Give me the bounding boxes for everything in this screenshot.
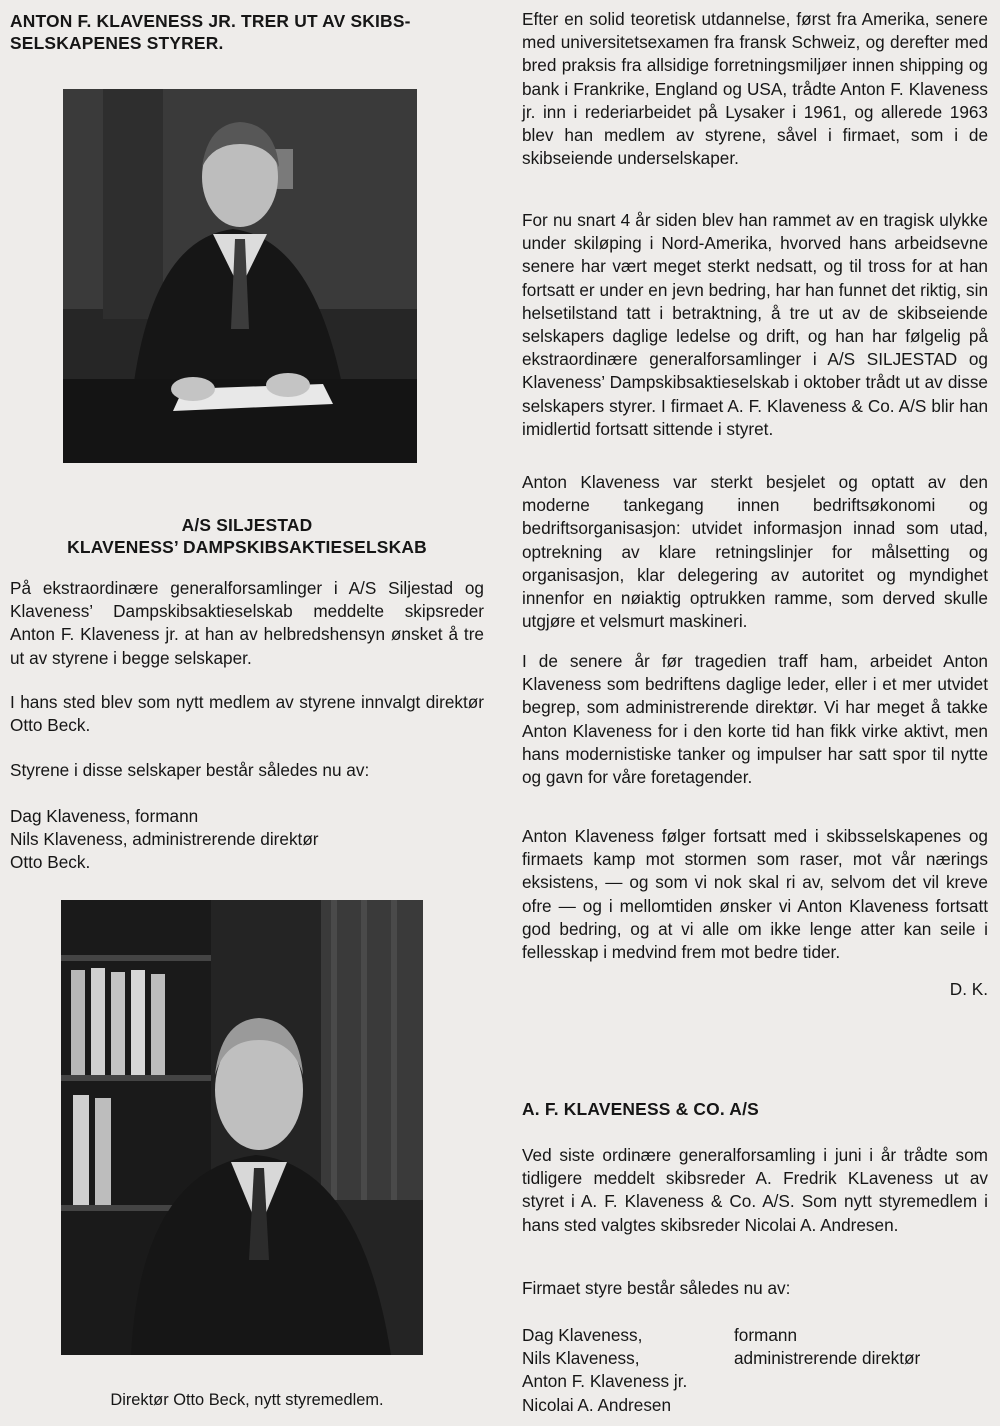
siljestad-intro-paragraph: På ekstraordinære generalforsamlinger i A/S Siljestad og Klaveness’ Dampskibsaktieselskab meddelte skipsreder Anton F. Klaveness jr. at han av helbredshensyn ønsket å tre ut av styrene i begge selskaper. xyxy=(10,578,484,668)
photo-otto-beck xyxy=(61,900,423,1355)
author-signature: D. K. xyxy=(949,979,988,999)
article-paragraph: For nu snart 4 år siden blev han rammet av en tragisk ulykke under skiløping i Nord-Amerika, hvorved hans arbeidsevne senere har vært meget sterkt nedsatt, og til tross for at han fortsatt er under en jevn bedring, har han funnet det riktig, sin helsetilstand tatt i betraktning, å tre ut av de skibseiende selskapers daglige ledelse og drift, og han har følgelig på ekstraordinære generalforsamlinger i A/S SILJESTAD og Klaveness’ Dampskibsaktieselskab i oktober trådt ut av disse selskapers styrer. I firmaet A. F. Klaveness & Co. A/S blir han imidlertid fortsatt sittende i styret. xyxy=(522,210,988,439)
af-board-role: formann xyxy=(734,1325,798,1345)
af-board-name: Nils Klaveness, xyxy=(522,1348,640,1369)
board-member: Otto Beck. xyxy=(10,852,91,873)
siljestad-heading-line-1: A/S SILJESTAD xyxy=(181,515,313,535)
siljestad-heading-line-2: KLAVENESS’ DAMPSKIBSAKTIESELSKAB xyxy=(67,537,427,557)
new-member-paragraph: I hans sted blev som nytt medlem av styrene innvalgt direktør Otto Beck. xyxy=(10,692,484,736)
main-heading: ANTON F. KLAVENESS JR. TRER UT AV SKIBS-SELSKAPENES STYRER. xyxy=(10,11,411,53)
siljestad-heading xyxy=(10,514,484,558)
board-member: Dag Klaveness, formann xyxy=(10,806,199,826)
af-board-name: Anton F. Klaveness jr. xyxy=(522,1371,688,1392)
af-board-row xyxy=(522,1370,988,1393)
af-klaveness-heading: A. F. KLAVENESS & CO. A/S xyxy=(522,1099,759,1119)
af-board-intro-paragraph: Firmaet styre består således nu av: xyxy=(522,1278,791,1298)
af-board-role: administrerende direktør xyxy=(734,1348,921,1369)
photo-caption: Direktør Otto Beck, nytt styremedlem. xyxy=(110,1391,384,1409)
af-board-row xyxy=(522,1324,988,1347)
af-klaveness-paragraph: Ved siste ordinære generalforsamling i juni i år trådte som tidligere meddelt skibsreder A. Fredrik KLaveness ut av styret i A. F. Klaveness & Co. A/S. Som nytt styremedlem i hans sted valgtes skibsreder Nicolai A. Andresen. xyxy=(522,1145,988,1235)
board-member-list xyxy=(10,805,484,875)
board-member: Nils Klaveness, administrerende direktør xyxy=(10,829,319,850)
af-board-name: Nicolai A. Andresen xyxy=(522,1394,672,1415)
af-board-row xyxy=(522,1394,988,1417)
article-paragraph: Anton Klaveness var sterkt besjelet og optatt av den moderne tankegang innen bedriftsøkonomi og bedriftsorganisasjon: utvidet informasjon innad som utad, optrekning av klare retningslinjer for målsetting og organisasjon, klar delegering av autoritet og myndighet innenfor en nøiaktig optrukken ramme, som derved skulle utgjøre et velsmurt maskineri. xyxy=(522,472,988,632)
article-paragraph: Anton Klaveness følger fortsatt med i skibsselskapenes og firmaets kamp mot stormen som raser, mot vår nærings eksistens, — og som vi nok skal ri av, selvom det vil kreve ofre — og i mellomtiden ønsker vi Anton Klaveness fortsatt god bedring, og at vi alle om ikke lenge atter kan seile i fellesskap i medvind frem mot bedre tider. xyxy=(522,826,988,963)
article-paragraph: Efter en solid teoretisk utdannelse, først fra Amerika, senere med universitetsexamen fra fransk Schweiz, og derefter med bred praksis fra allsidige forretningsmiljøer innen shipping og bank i Frankrike, England og USA, trådte Anton F. Klaveness jr. inn i rederiarbeidet på Lysaker i 1961, og allerede 1963 blev han medlem av styrene, såvel i firmaet, som i de skibseiende underselskaper. xyxy=(522,9,988,169)
af-board-name: Dag Klaveness, xyxy=(522,1325,643,1345)
photo-anton-klaveness xyxy=(63,89,417,463)
af-board-row xyxy=(522,1347,988,1370)
board-intro-paragraph: Styrene i disse selskaper består således nu av: xyxy=(10,760,370,780)
af-board-member-list xyxy=(522,1324,988,1417)
article-paragraph: I de senere år før tragedien traff ham, arbeidet Anton Klaveness som bedriftens daglige leder, eller i et mer utvidet begrep, som administrerende direktør. Vi har meget å takke Anton Klaveness for i den korte tid han fikk virke aktivt, men hans modernistiske tanker og impulser har satt spor til nytte og gavn for våre foretagender. xyxy=(522,651,988,788)
